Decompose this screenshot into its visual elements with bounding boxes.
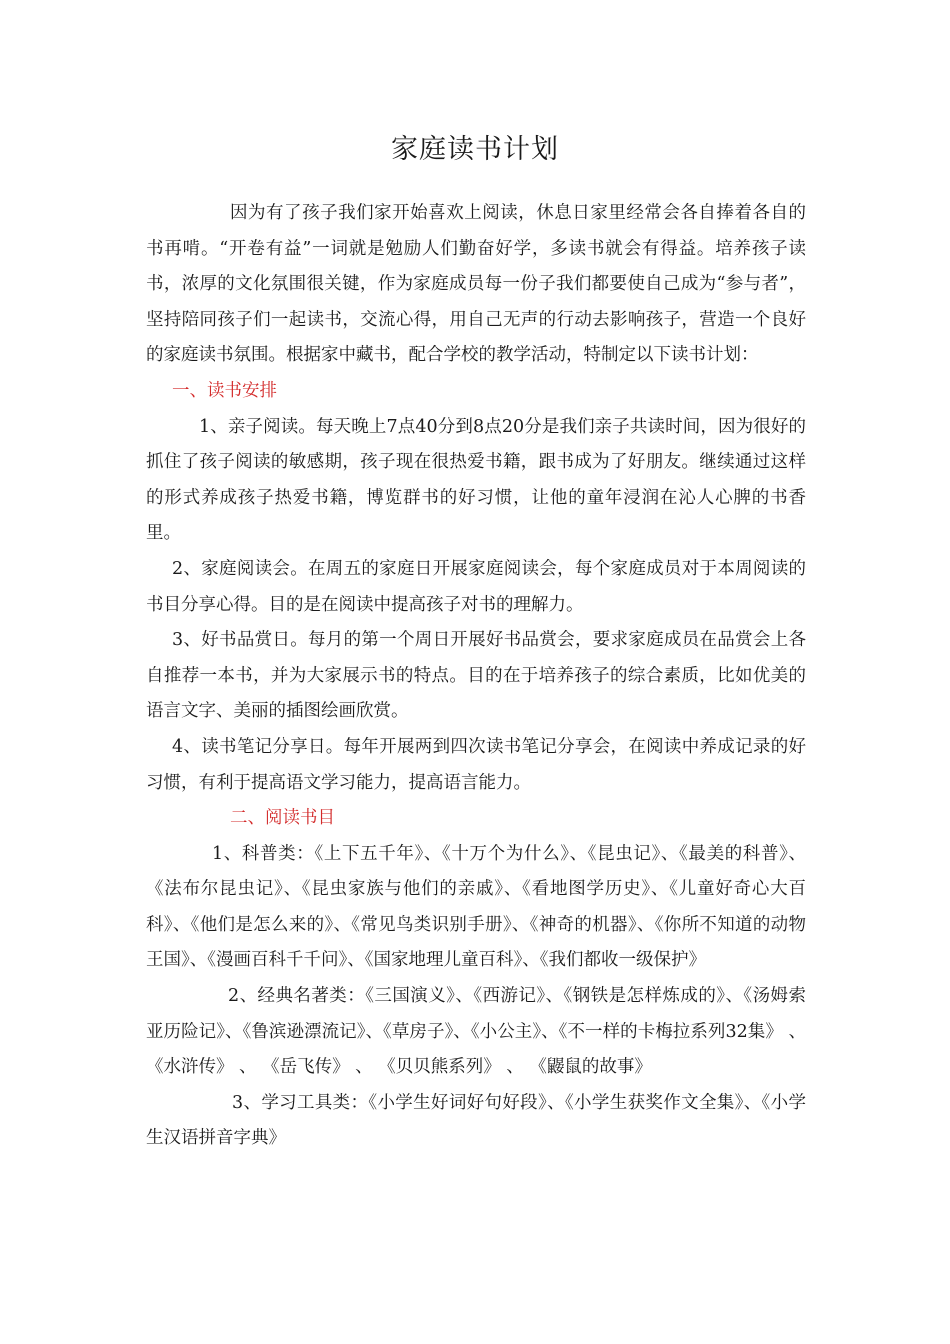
section-heading-reading-arrangement: 一、读书安排 (172, 380, 277, 401)
book-list-study-tools: 3、学习工具类：《小学生好词好句好段》、《小学生获奖作文全集》、《小学生汉语拼音字典》 (146, 1092, 806, 1149)
arrangement-item-reading-notes-day: 4、读书笔记分享日。每年开展两到四次读书笔记分享会，在阅读中养成记录的好习惯，有利于提高语文学习能力，提高语言能力。 (146, 736, 806, 793)
document-title: 家庭读书计划 (391, 134, 559, 165)
book-list-classics: 2、经典名著类：《三国演义》、《西游记》、《钢铁是怎样炼成的》、《汤姆索亚历险记》、《鲁滨逊漂流记》、《草房子》、《小公主》、《不一样的卡梅拉系列32集》 、 《水浒传》 、 《岳飞传》 、 《贝贝熊系列》 、 《鼹鼠的故事》 (146, 986, 806, 1078)
document-body (146, 196, 806, 1157)
intro-paragraph: 因为有了孩子我们家开始喜欢上阅读，休息日家里经常会各自捧着各自的书再啃。“开卷有益”一词就是勉励人们勤奋好学，多读书就会有得益。培养孩子读书，浓厚的文化氛围很关键，作为家庭成员每一份子我们都要使自己成为“参与者”，坚持陪同孩子们一起读书，交流心得，用自己无声的行动去影响孩子，营造一个良好的家庭读书氛围。根据家中藏书，配合学校的教学活动，特制定以下读书计划： (146, 203, 806, 366)
book-list-popular-science: 1、科普类：《上下五千年》、《十万个为什么》、《昆虫记》、《最美的科普》、《法布尔昆虫记》、《昆虫家族与他们的亲戚》、《看地图学历史》、《儿童好奇心大百科》、《他们是怎么来的》、《常见鸟类识别手册》、《神奇的机器》、《你所不知道的动物王国》、《漫画百科千千问》、《国家地理儿童百科》、《我们都收一级保护》 (146, 843, 806, 971)
arrangement-item-parent-child-reading: 1、亲子阅读。每天晚上7点40分到8点20分是我们亲子共读时间，因为很好的抓住了孩子阅读的敏感期，孩子现在很热爱书籍，跟书成为了好朋友。继续通过这样的形式养成孩子热爱书籍，博览群书的好习惯，让他的童年浸润在沁人心脾的书香里。 (146, 416, 806, 544)
arrangement-item-family-reading-meeting: 2、家庭阅读会。在周五的家庭日开展家庭阅读会，每个家庭成员对于本周阅读的书目分享心得。目的是在阅读中提高孩子对书的理解力。 (146, 558, 806, 615)
section-heading-book-list: 二、阅读书目 (230, 808, 335, 829)
arrangement-item-book-appreciation-day: 3、好书品赏日。每月的第一个周日开展好书品赏会，要求家庭成员在品赏会上各自推荐一本书，并为大家展示书的特点。目的在于培养孩子的综合素质，比如优美的语言文字、美丽的插图绘画欣赏。 (146, 630, 806, 722)
